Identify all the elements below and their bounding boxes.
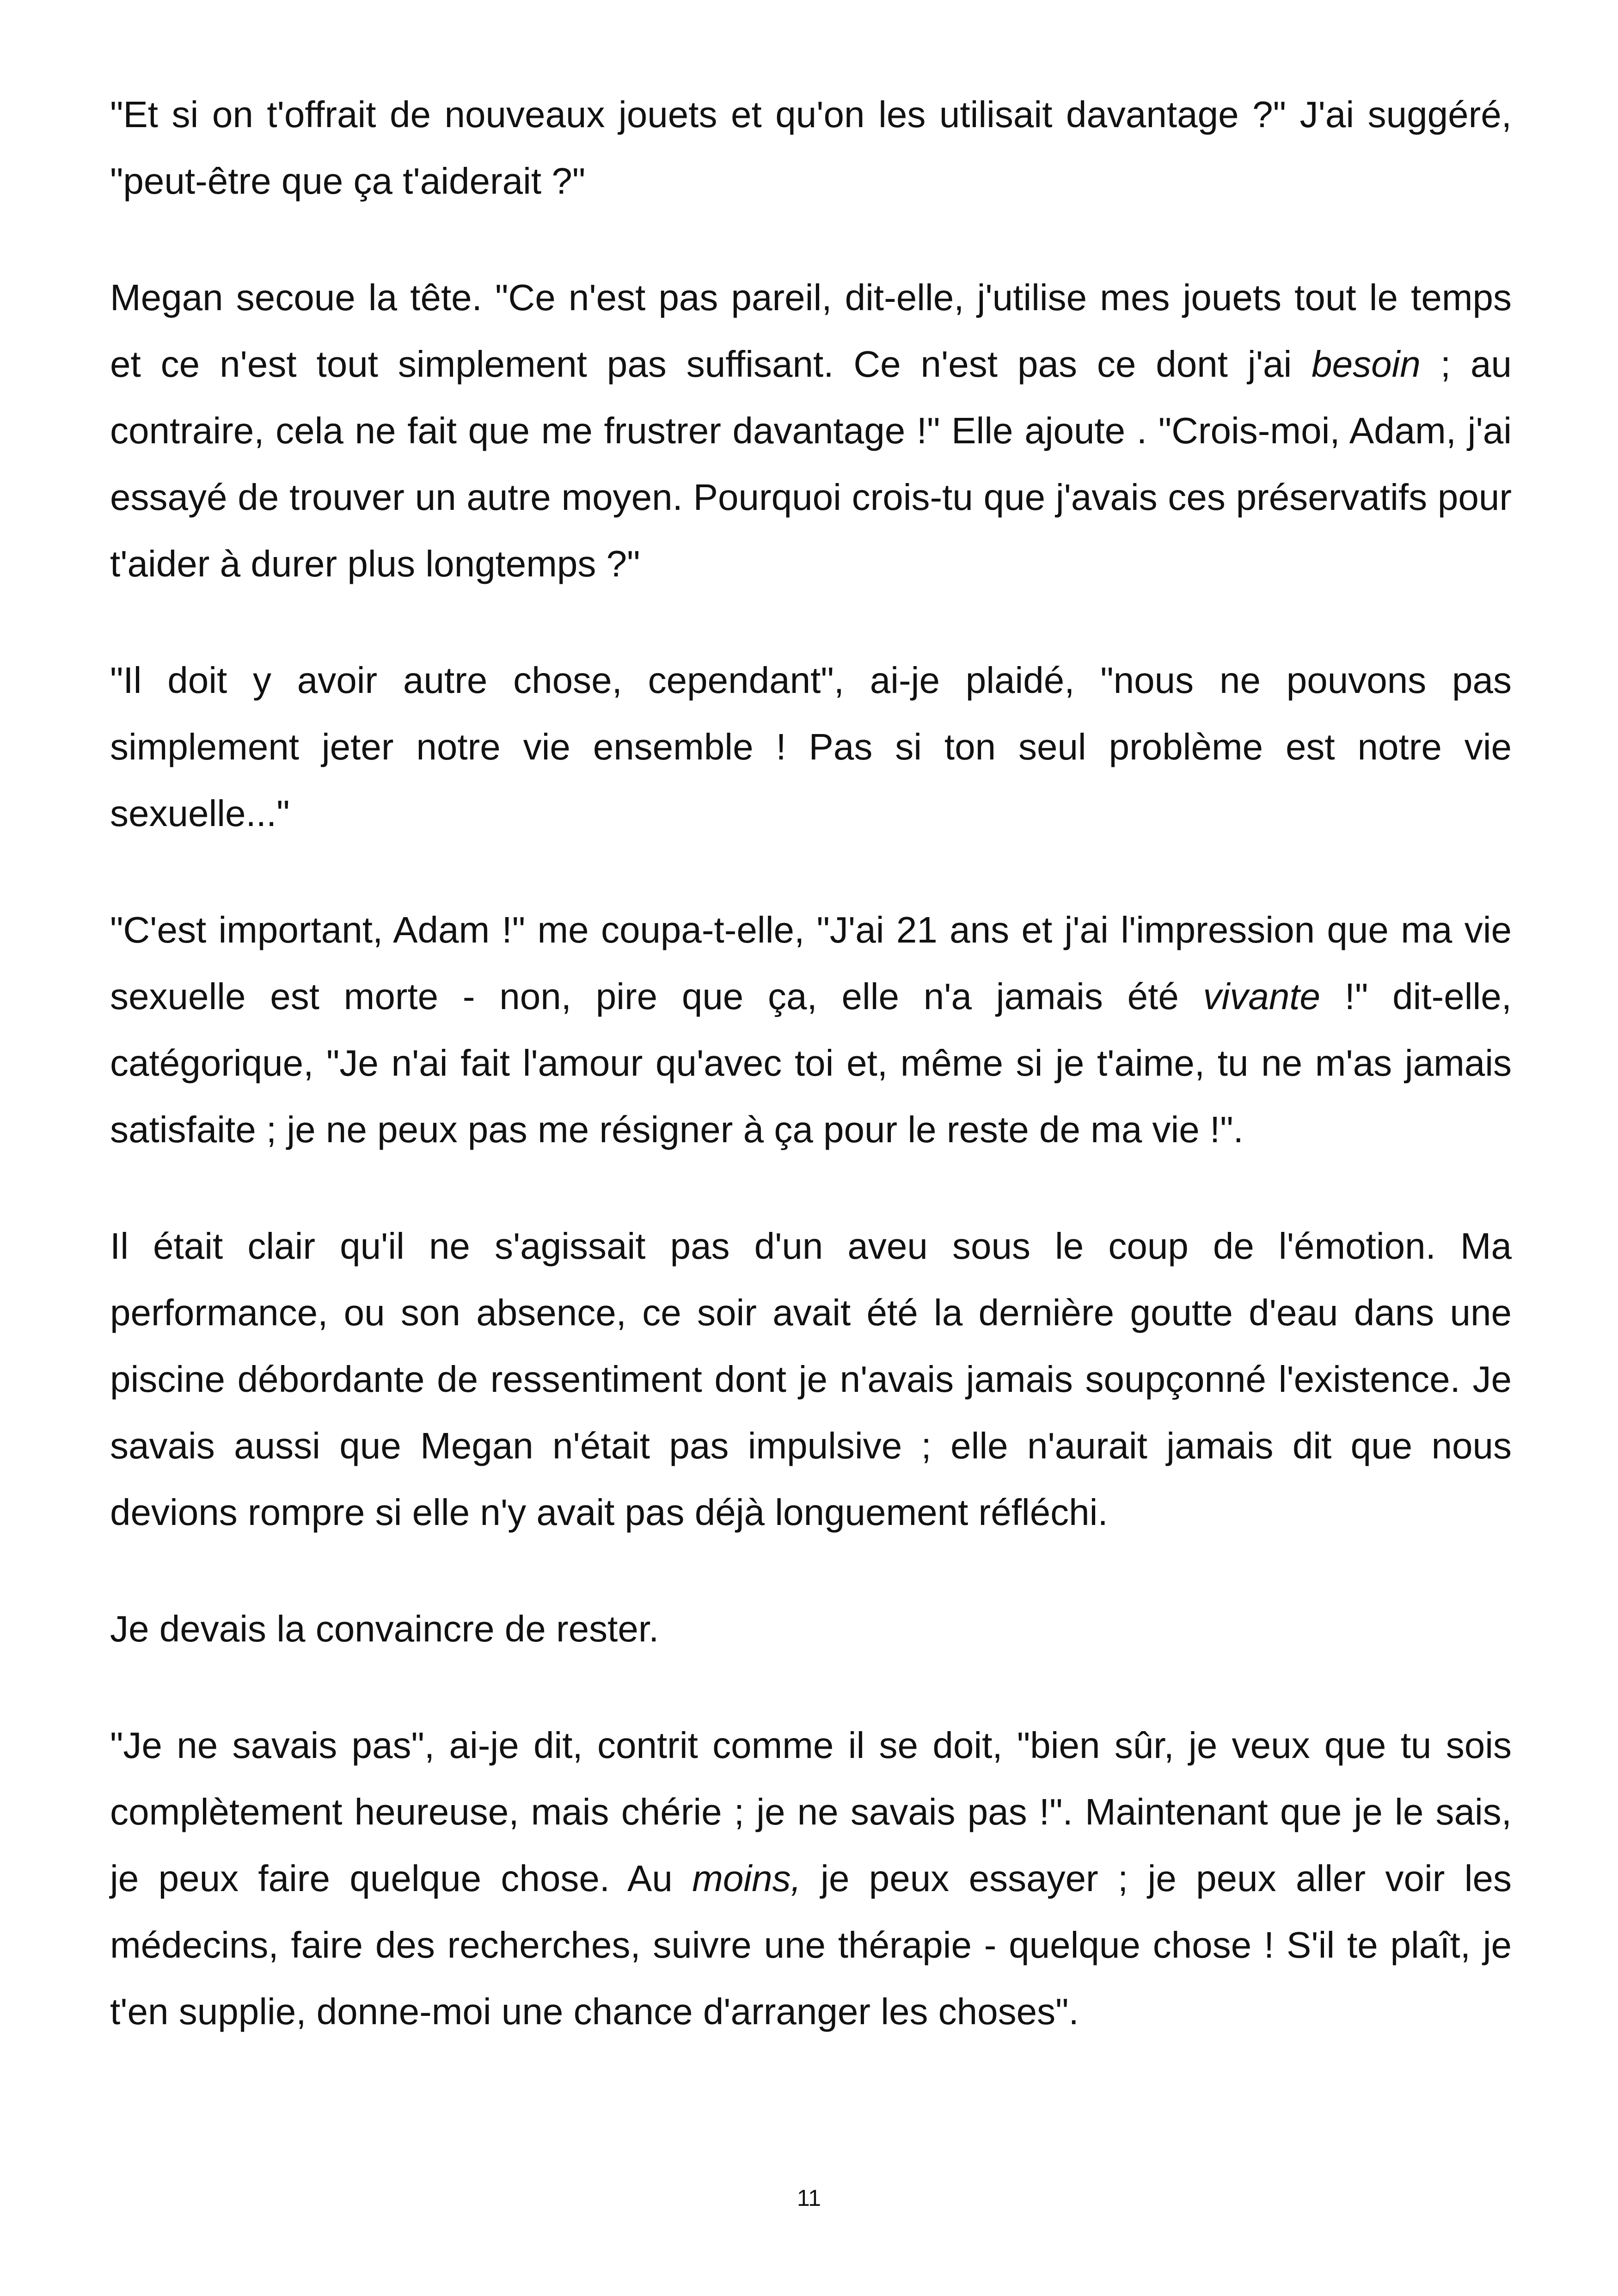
book-page-body (110, 81, 1512, 2045)
emphasized-text: vivante (1203, 976, 1321, 1017)
paragraph (110, 264, 1512, 597)
paragraph (110, 1596, 1512, 1662)
emphasized-text: besoin (1312, 343, 1421, 385)
paragraph-text: "Je ne savais pas", ai-je dit, contrit comme il se doit, "bien sûr, je veux que tu sois complètement heureuse, mais chérie ; je ne savais pas !". Maintenant que je le sais, je peux faire quelque chose. Au (110, 1725, 1512, 1899)
paragraph-text: Il était clair qu'il ne s'agissait pas d'un aveu sous le coup de l'émotion. Ma performance, ou son absence, ce soir avait été la dernière goutte d'eau dans une piscine débordante de ressentiment dont je n'avais jamais soupçonné l'existence. Je savais aussi que Megan n'était pas impulsive ; elle n'aurait jamais dit que nous devions rompre si elle n'y avait pas déjà longuement réfléchi. (110, 1225, 1512, 1533)
paragraph-text: Je devais la convaincre de rester. (110, 1608, 659, 1649)
paragraph (110, 1213, 1512, 1546)
paragraph-text: "Et si on t'offrait de nouveaux jouets et qu'on les utilisait davantage ?" J'ai suggéré, "peut-être que ça t'aiderait ?" (110, 94, 1512, 202)
paragraph-text: !" dit-elle, catégorique, "Je n'ai fait l'amour qu'avec toi et, même si je t'aime, tu ne m'as jamais satisfaite ; je ne peux pas me résigner à ça pour le reste de ma vie !". (110, 976, 1512, 1150)
paragraph-text: "Il doit y avoir autre chose, cependant", ai-je plaidé, "nous ne pouvons pas simplement jeter notre vie ensemble ! Pas si ton seul problème est notre vie sexuelle..." (110, 660, 1512, 834)
paragraph (110, 897, 1512, 1163)
paragraph (110, 1712, 1512, 2045)
page-number: 11 (797, 2185, 821, 2211)
paragraph (110, 647, 1512, 847)
paragraph-text: je peux essayer ; je peux aller voir les médecins, faire des recherches, suivre une thérapie - quelque chose ! S'il te plaît, je t'en supplie, donne-moi une chance d'arranger les choses". (110, 1858, 1512, 2032)
paragraph-text: Megan secoue la tête. "Ce n'est pas pareil, dit-elle, j'utilise mes jouets tout le temps et ce n'est tout simplement pas suffisant. Ce n'est pas ce dont j'ai (110, 277, 1512, 385)
paragraph-text: ; au contraire, cela ne fait que me frustrer davantage !" Elle ajoute . "Crois-moi, Adam, j'ai essayé de trouver un autre moyen. Pourquoi crois-tu que j'avais ces préservatifs pour t'aider à durer plus longtemps ?" (110, 343, 1512, 584)
paragraph-text: "C'est important, Adam !" me coupa-t-elle, "J'ai 21 ans et j'ai l'impression que ma vie sexuelle est morte - non, pire que ça, elle n'a jamais été (110, 909, 1512, 1017)
paragraph (110, 81, 1512, 214)
emphasized-text: moins, (692, 1858, 801, 1899)
